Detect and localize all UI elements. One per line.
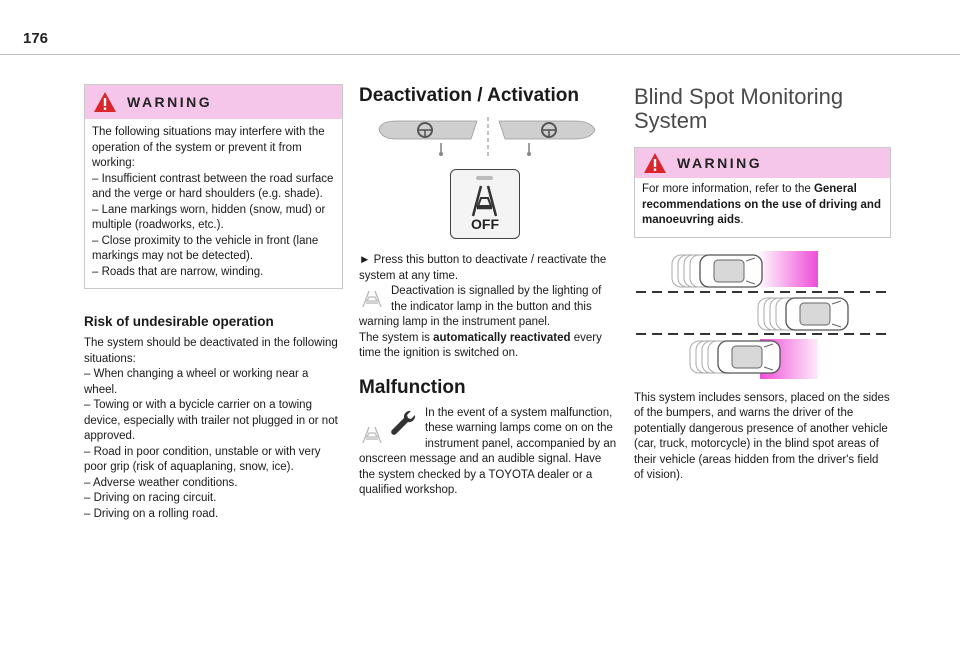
warning-title: WARNING [127,94,213,110]
blind-spot-illustration [634,251,891,381]
lane-keeping-off-button [450,169,520,239]
signal-text-wrap [359,284,617,331]
vehicle-lower-icon [690,341,780,373]
risk-intro: The system should be deactivated in the following situations: [84,337,338,365]
warning-reference-text: For more information, refer to the General recommendations on the use of driving and manoeuvring aids. [642,183,881,226]
lane-warning-lamp-icon [359,422,385,444]
warning-intro: The following situations may interfere with the operation of the system or prevent it from working: [92,126,325,169]
column-1 [84,84,343,522]
warning-title: WARNING [677,155,763,171]
press-instruction: ► Press this button to deactivate / reactivate the system at any time. [359,254,607,282]
bsm-description-text: This system includes sensors, placed on the sides of the bumpers, and warns the driver of the potentially dangerous presence of another vehicle (car, truck, motorcycle) in the blind spot areas of their vehicle (areas hidden from the driver's field of vision). [634,391,890,481]
off-label: OFF [471,216,499,232]
risk-body [84,336,343,522]
auto-reactivated-text: The system is automatically reactivated every time the ignition is switched on. [359,331,602,359]
malfunction-text-wrap [359,406,617,499]
warning-item: – Insufficient contrast between the road surface and the verge or hard shoulders (e.g. shade). [92,172,334,200]
warning-item: – Lane markings worn, hidden (snow, mud) or multiple (roadworks, etc.). [92,203,326,231]
column-2 [359,85,617,499]
deactivation-heading: Deactivation / Activation [359,85,579,106]
vehicle-upper-icon [672,255,762,287]
warning-box-lane [84,84,343,289]
warning-body [85,119,342,288]
header-rule [0,54,960,55]
warning-item: – Close proximity to the vehicle in front (lane markings may not be detected). [92,234,319,262]
risk-item: – Road in poor condition, unstable or with very poor grip (risk of aquaplaning, snow, ice). [84,445,321,473]
blind-spot-zone-upper [760,251,818,287]
risk-item: – Towing or with a bycicle carrier on a towing device, especially with trailer not plugged in or not approved. [84,399,338,442]
warning-item: – Roads that are narrow, winding. [92,265,264,278]
risk-item: – When changing a wheel or working near a wheel. [84,368,309,396]
vehicle-own-icon [758,298,848,330]
lane-lamp-right-icon [499,121,595,156]
warning-triangle-icon [93,91,117,113]
bsm-description [634,391,891,484]
warning-box-bsm [634,147,891,238]
column-3 [634,85,891,484]
wrench-icon [388,408,418,438]
lane-warning-lamps-illustration [359,113,617,157]
lane-lamp-left-icon [379,121,477,156]
warning-triangle-icon [643,152,667,174]
warning-header [85,85,342,119]
bsm-title-line-1: Blind Spot Monitoring [634,84,844,109]
malfunction-text: In the event of a system malfunction, these warning lamps come on on the instrument panel, accompanied by an onscreen message and an audible signal. Have the system checked by a TOYOTA dealer or a qualified workshop. [359,406,617,496]
risk-heading: Risk of undesirable operation [84,314,274,329]
lane-keeping-off-icon [451,174,518,220]
lane-warning-lamp-icon [359,286,385,308]
malfunction-body [359,406,617,499]
page-number: 176 [23,30,49,47]
malfunction-icons [359,408,419,438]
risk-section [84,314,343,522]
signal-text: Deactivation is signalled by the lighting of the indicator lamp in the button and this warning lamp in the instrument panel. [359,285,602,328]
deactivation-body [359,253,617,362]
malfunction-heading: Malfunction [359,376,466,398]
risk-item: – Driving on a rolling road. [84,507,219,520]
risk-item: – Adverse weather conditions. [84,476,238,489]
warning-body [635,178,890,237]
risk-item: – Driving on racing circuit. [84,492,217,504]
bsm-title-line-2: System [634,108,708,133]
warning-header [635,148,890,178]
